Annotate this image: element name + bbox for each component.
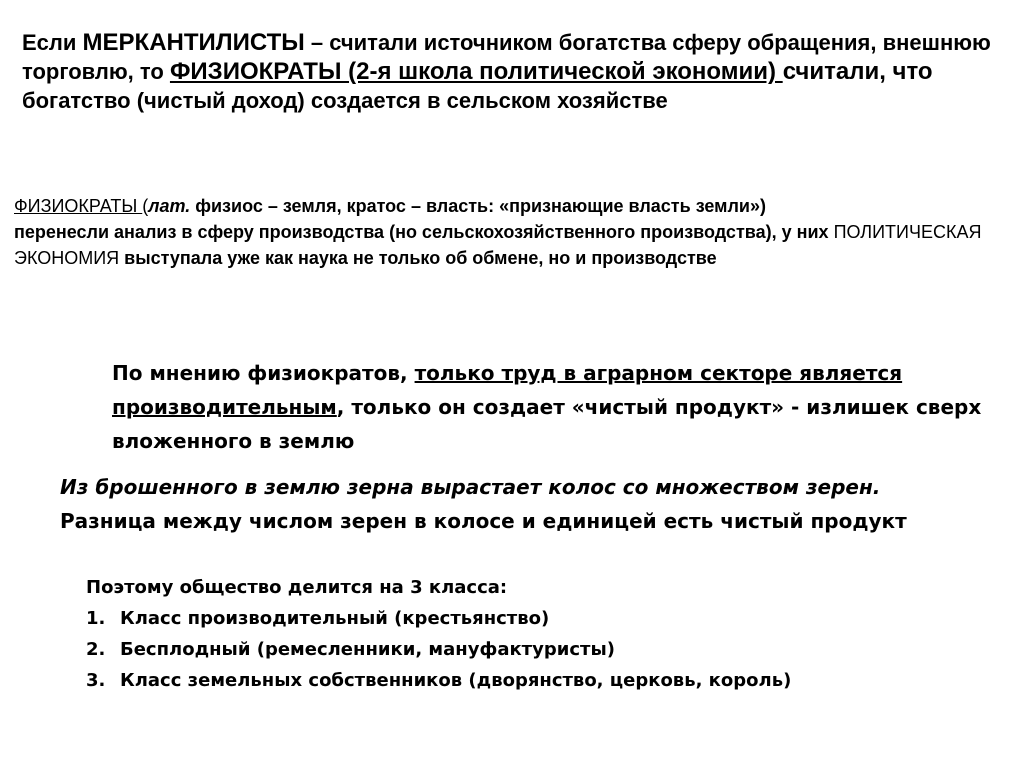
classes-heading: Поэтому общество делится на 3 класса: xyxy=(86,577,508,598)
intro-believed: считали, что xyxy=(782,58,933,85)
list-item xyxy=(86,665,986,696)
physiocrats-opinion xyxy=(112,356,992,458)
physiocrats-etymology: физиос – земля, кратос – власть: «признающие власть земли») xyxy=(190,196,766,216)
intro-mercantilists: МЕРКАНТИЛИСТЫ xyxy=(82,29,305,56)
grain-example-italic: Из брошенного в землю зерна вырастает колос со множеством зерен. xyxy=(60,475,881,499)
opinion-productive-labor: только труд в аграрном секторе является производительным xyxy=(112,361,903,419)
opinion-intro: По мнению физиократов, xyxy=(112,361,415,385)
physiocrats-term: ФИЗИОКРАТЫ xyxy=(14,196,143,216)
intro-mercantilists-view: – считали источником богатства сферу обращения, внешнюю торговлю, то xyxy=(22,30,991,84)
list-item-text: Класс производительный (крестьянство) xyxy=(120,608,550,629)
intro-if: Если xyxy=(22,30,83,55)
physiocrats-science: выступала уже как наука не только об обмене, но и производстве xyxy=(119,248,717,268)
intro-physiocrats-school: ФИЗИОКРАТЫ (2-я школа политической экономии) xyxy=(169,58,783,85)
list-item-number: 1. xyxy=(86,608,106,629)
opinion-net-product: , только он создает «чистый продукт» - излишек сверх вложенного в землю xyxy=(112,395,982,453)
grain-example xyxy=(60,470,960,538)
list-item-number: 2. xyxy=(86,639,106,660)
intro-paragraph xyxy=(22,28,1012,115)
physiocrats-lat: лат. xyxy=(148,196,191,216)
physiocrats-paren: ( xyxy=(142,196,149,216)
physiocrats-political-economy: ПОЛИТИЧЕСКАЯ ЭКОНОМИЯ xyxy=(14,222,982,268)
list-item-text: Бесплодный (ремесленники, мануфактуристы) xyxy=(120,639,615,660)
intro-wealth-source: богатство (чистый доход) создается в сельском хозяйстве xyxy=(22,88,668,113)
grain-example-difference: Разница между числом зерен в колосе и единицей есть чистый продукт xyxy=(60,509,907,533)
list-item xyxy=(86,603,986,634)
list-item-number: 3. xyxy=(86,670,106,691)
list-item-text: Класс земельных собственников (дворянство, церковь, король) xyxy=(120,670,792,691)
classes-list xyxy=(86,572,986,696)
physiocrats-analysis: перенесли анализ в сферу производства (но сельскохозяйственного производства), у них xyxy=(14,222,834,242)
physiocrats-definition xyxy=(14,193,1014,271)
list-item xyxy=(86,634,986,665)
